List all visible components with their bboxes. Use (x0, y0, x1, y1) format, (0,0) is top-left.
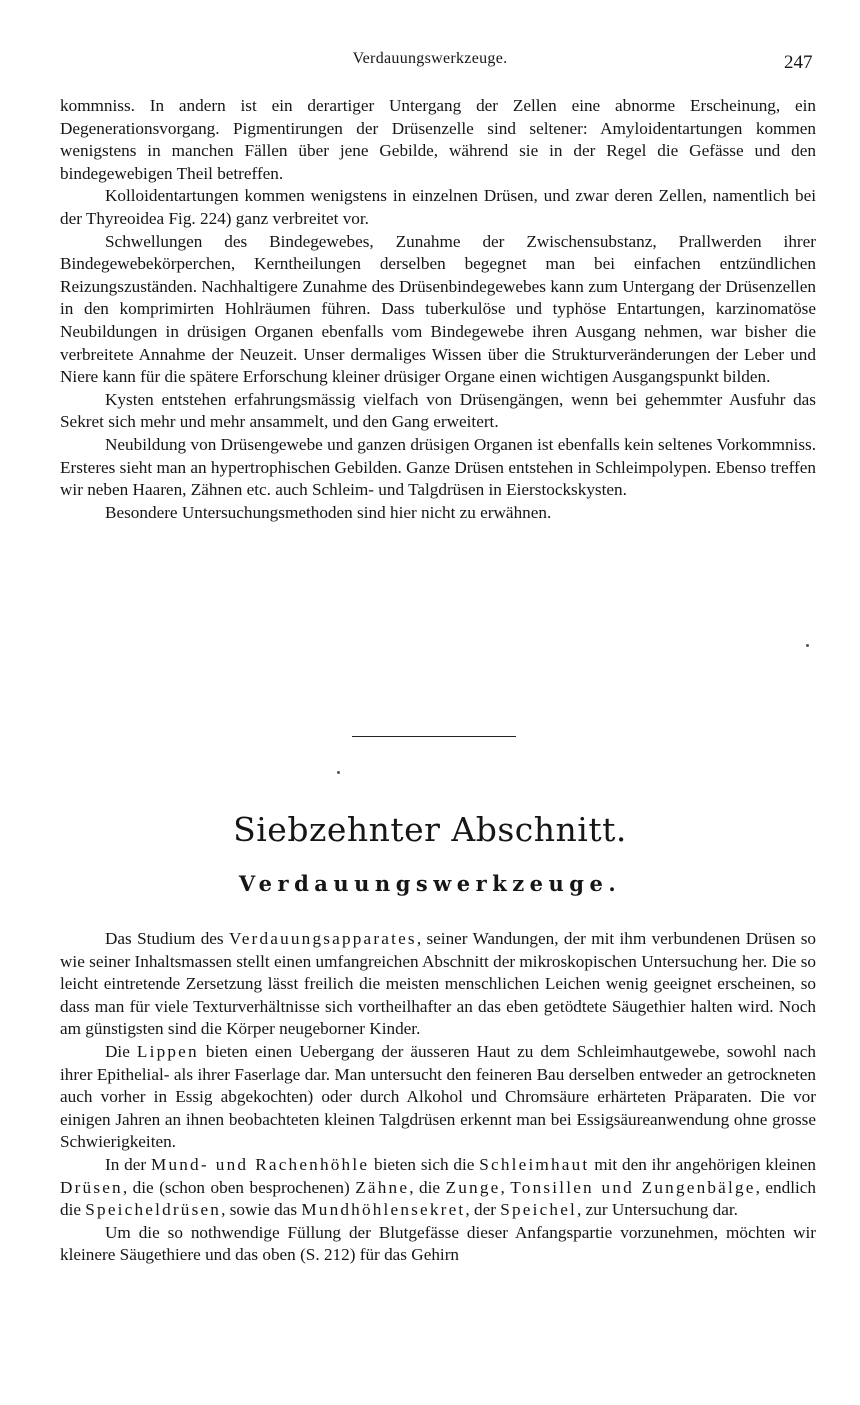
spaced-term: Zähne (355, 1177, 410, 1197)
section-subtitle: Verdauungswerkzeuge. (238, 871, 622, 896)
text-run: , der (465, 1200, 501, 1220)
text-run: , sowie das (221, 1200, 302, 1220)
text-run: bieten einen Uebergang der äusseren Haut zu dem Schleimhautgewebe, sowohl nach ihrer Epithelial- als ihrer Faserlage dar. Man untersucht den feineren Bau derselben entweder an getrockneten auch vorher in Essig abgekochten) oder durch Alkohol und Chromsäure erhärteten Präparaten. Die vor einigen Jahren an ihnen beobachteten kleinen Talgdrüsen erkennt man bei Essigsäureanwendung ohne grosse Schwierigkeiten. (60, 1041, 816, 1152)
page-number: 247 (784, 52, 813, 73)
text-run: Die (105, 1041, 137, 1061)
text-run: In der (105, 1154, 151, 1174)
text-run: , zur Untersuchung dar. (577, 1200, 738, 1220)
spaced-term: Mund- und Rachenhöhle (150, 1154, 370, 1174)
paragraph-studium (60, 928, 816, 1041)
text-run: , endlich die (60, 1177, 817, 1220)
spaced-term: Schleimhaut (479, 1154, 590, 1174)
paragraph-kysten: Kysten entstehen erfahrungsmässig vielfach von Drüsengängen, wenn bei gehemmter Ausfuhr das Sekret sich mehr und mehr ansammelt, und den Gang erweitert. (60, 389, 816, 432)
bottom-text-block (60, 928, 816, 1267)
paragraph-untersuchungsmethoden: Besondere Untersuchungsmethoden sind hier nicht zu erwähnen. (105, 502, 552, 522)
paragraph-blutgefaesse: Um die so nothwendige Füllung der Blutgefässe dieser Anfangspartie vorzunehmen, möchten wir kleinere Säugethiere und das oben (S. 212) für das Gehirn (60, 1222, 816, 1265)
text-run: , seiner Wandungen, der mit ihm verbundenen Drüsen so wie seiner Inhaltsmassen stellt einen umfangreichen Abschnitt der mikroskopischen Untersuchung her. Die so leicht eintretende Zersetzung lässt freilich die meisten menschlichen Leichen wenig geeignet erscheinen, so dass man für viele Texturverhältnisse sich vortheilhafter an das eben getödtete Säugethier halten wird. Noch am günstigsten sind die Körper neugeborner Kinder. (60, 929, 816, 1039)
spaced-term: Tonsillen und Zungenbälge (510, 1177, 756, 1197)
print-speck (337, 771, 340, 774)
section-divider-rule (352, 736, 516, 737)
section-title: Siebzehnter Abschnitt. (233, 810, 627, 849)
top-text-block (60, 95, 816, 524)
text-run: , die (schon oben besprochenen) (122, 1177, 356, 1197)
print-speck (806, 644, 809, 647)
paragraph-schwellungen: Schwellungen des Bindegewebes, Zunahme der Zwischensubstanz, Prallwerden ihrer Bindegewebekörperchen, Kerntheilungen derselben begegnet man bei einfachen entzündlichen Reizungszuständen. Nachhaltigere Zunahme des Drüsenbindegewebes kann zum Untergang der Drüsenzellen in den komprimirten Hohlräumen führen. Dass tuberkulöse und typhöse Entartungen, karzinomatöse Neubildungen in drüsigen Organen ebenfalls vom Bindegewebe ihren Ausgang nehmen, war bisher die verbreitete Annahme der Neuzeit. Unser dermaliges Wissen über die Strukturveränderungen der Leber und Niere kann für die spätere Erforschung kleiner drüsiger Organe einen wichtigen Ausgangspunkt bilden. (60, 231, 816, 387)
spaced-term: Speicheldrüsen (85, 1200, 222, 1220)
spaced-term: Verdauungsapparates (228, 929, 417, 948)
paragraph-lippen (60, 1041, 816, 1154)
paragraph-kolloidentartungen: Kolloidentartungen kommen wenigstens in einzelnen Drüsen, und zwar deren Zellen, namentlich bei der Thyreoidea Fig. 224) ganz verbreitet vor. (60, 186, 816, 228)
text-run: , (500, 1177, 511, 1197)
spaced-term: Zunge (445, 1177, 501, 1197)
paragraph-mundhoehle (60, 1154, 816, 1222)
spaced-term: Drüsen (60, 1177, 123, 1197)
text-run: mit den ihr angehörigen kleinen (589, 1154, 817, 1174)
text-run: bieten sich die (369, 1154, 480, 1174)
paragraph-neubildung: Neubildung von Drüsengewebe und ganzen drüsigen Organen ist ebenfalls kein seltenes Vorkommniss. Ersteres sieht man an hypertrophischen Gebilden. Ganze Drüsen entstehen in Schleimpolypen. Ebenso treffen wir neben Haaren, Zähnen etc. auch Schleim- und Talgdrüsen in Eierstockskysten. (60, 434, 816, 500)
text-run: , die (409, 1177, 446, 1197)
text-run: Das Studium des (105, 929, 229, 948)
paragraph-continuation: kommniss. In andern ist ein derartiger Untergang der Zellen eine abnorme Erscheinung, ein Degenerationsvorgang. Pigmentirungen der Drüsenzelle sind seltener: Amyloidentartungen kommen wenigstens in manchen Fällen über jene Gebilde, während sie in der Regel die Gefässe und den bindegewebigen Theil betreffen. (60, 96, 816, 183)
running-title: Verdauungswerkzeuge. (352, 50, 508, 67)
spaced-term: Lippen (136, 1041, 199, 1061)
spaced-term: Mundhöhlensekret (301, 1200, 466, 1220)
spaced-term: Speichel (500, 1200, 578, 1220)
